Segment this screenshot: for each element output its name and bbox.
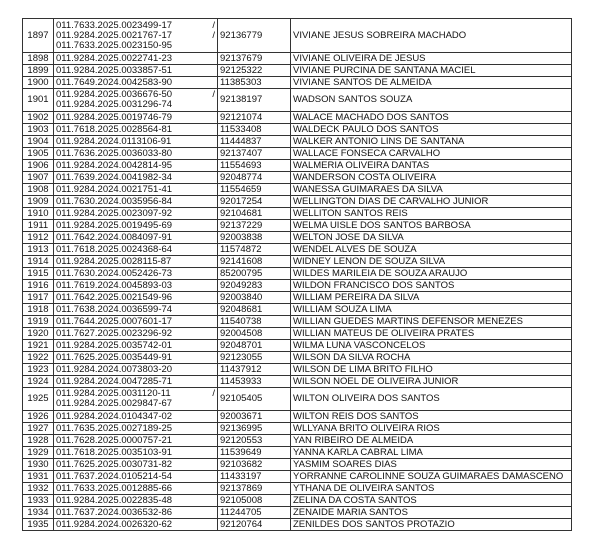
table-row	[23, 244, 572, 256]
process-number-text: 011.9284.2025.0021767-17	[56, 29, 173, 41]
table-row	[23, 459, 572, 471]
registration-id: 11574872	[218, 244, 291, 256]
registration-id: 11533408	[218, 124, 291, 136]
process-number-text: 011.9284.2025.0019495-69	[56, 219, 173, 231]
table-row	[23, 352, 572, 364]
row-number: 1929	[23, 447, 54, 459]
person-name: WELMA UISLE DOS SANTOS BARBOSA	[291, 220, 572, 232]
row-number: 1932	[23, 483, 54, 495]
row-number: 1926	[23, 411, 54, 423]
person-name: YASMIM SOARES DIAS	[291, 459, 572, 471]
row-number: 1935	[23, 519, 54, 531]
process-cell	[54, 352, 218, 364]
process-cell	[54, 495, 218, 507]
table-row	[23, 519, 572, 531]
registration-id: 11437912	[218, 364, 291, 376]
table-row	[23, 112, 572, 124]
row-number: 1921	[23, 340, 54, 352]
registration-id: 11540738	[218, 316, 291, 328]
table-row	[23, 19, 572, 53]
table-row	[23, 232, 572, 244]
process-number-text: 011.9284.2024.0026320-62	[56, 518, 173, 530]
row-number: 1930	[23, 459, 54, 471]
row-number: 1920	[23, 328, 54, 340]
registration-id: 11433197	[218, 471, 291, 483]
person-name: WANDERSON COSTA OLIVEIRA	[291, 172, 572, 184]
registration-id: 92121074	[218, 112, 291, 124]
process-number-text: 011.7619.2024.0045893-03	[56, 279, 173, 291]
table-row	[23, 388, 572, 411]
process-number-text: 011.7628.2025.0000757-21	[56, 434, 173, 446]
process-number	[56, 281, 215, 291]
process-number-text: 011.9284.2024.0104347-02	[56, 410, 173, 422]
row-number: 1928	[23, 435, 54, 447]
registration-id: 92049283	[218, 280, 291, 292]
registration-id: 92048701	[218, 340, 291, 352]
registration-id: 11453933	[218, 376, 291, 388]
process-cell	[54, 471, 218, 483]
person-name: YORRANNE CAROLINNE SOUZA GUIMARAES DAMASCENO	[291, 471, 572, 483]
table-row	[23, 65, 572, 77]
process-number	[56, 209, 215, 219]
person-name: WANESSA GUIMARAES DA SILVA	[291, 184, 572, 196]
registration-id: 92003838	[218, 232, 291, 244]
registration-id: 11385303	[218, 77, 291, 89]
row-number: 1910	[23, 208, 54, 220]
registration-id: 85200795	[218, 268, 291, 280]
row-number: 1933	[23, 495, 54, 507]
process-number-text: 011.9284.2025.0033857-51	[56, 64, 173, 76]
process-cell	[54, 340, 218, 352]
table-row	[23, 507, 572, 519]
person-name: YTHANA DE OLIVEIRA SANTOS	[291, 483, 572, 495]
process-number-text: 011.9284.2025.0022835-48	[56, 494, 173, 506]
person-name: WILDES MARILEIA DE SOUZA ARAUJO	[291, 268, 572, 280]
row-number: 1925	[23, 388, 54, 411]
process-cell	[54, 220, 218, 232]
registration-id: 92141608	[218, 256, 291, 268]
process-cell	[54, 232, 218, 244]
table-row	[23, 220, 572, 232]
person-name: WELLINGTON DIAS DE CARVALHO JUNIOR	[291, 196, 572, 208]
row-number: 1907	[23, 172, 54, 184]
table-row	[23, 53, 572, 65]
row-number: 1915	[23, 268, 54, 280]
process-number	[56, 508, 215, 518]
person-name: WLLYANA BRITO OLIVEIRA RIOS	[291, 423, 572, 435]
table-row	[23, 124, 572, 136]
process-number-text: 011.9284.2025.0019746-79	[56, 111, 173, 123]
process-number	[56, 484, 215, 494]
person-name: VIVIANE SANTOS DE ALMEIDA	[291, 77, 572, 89]
process-number-text: 011.7630.2024.0052426-73	[56, 267, 173, 279]
process-number	[56, 496, 215, 506]
process-number	[56, 100, 215, 110]
process-number	[56, 377, 215, 387]
registration-id: 92105405	[218, 388, 291, 411]
table-row	[23, 292, 572, 304]
process-number-text: 011.9284.2024.0073803-20	[56, 363, 173, 375]
row-number: 1911	[23, 220, 54, 232]
row-number: 1934	[23, 507, 54, 519]
row-number: 1904	[23, 136, 54, 148]
process-number	[56, 233, 215, 243]
process-cell	[54, 77, 218, 89]
process-number	[56, 293, 215, 303]
table-row	[23, 411, 572, 423]
table-row	[23, 316, 572, 328]
process-number	[56, 161, 215, 171]
registration-id: 92137679	[218, 53, 291, 65]
registration-id: 92103682	[218, 459, 291, 471]
process-cell	[54, 328, 218, 340]
process-cell	[54, 423, 218, 435]
process-number-text: 011.7618.2025.0028564-81	[56, 123, 173, 135]
process-number	[56, 424, 215, 434]
process-number	[56, 78, 215, 88]
process-number-text: 011.9284.2025.0035742-01	[56, 339, 173, 351]
process-separator: /	[212, 89, 215, 100]
process-number	[56, 329, 215, 339]
person-name: VIVIANE PURCINA DE SANTANA MACIEL	[291, 65, 572, 77]
process-cell	[54, 292, 218, 304]
process-number-text: 011.9284.2024.0113106-91	[56, 135, 172, 147]
process-cell	[54, 507, 218, 519]
registration-id: 92137407	[218, 148, 291, 160]
table-row	[23, 89, 572, 112]
row-number: 1927	[23, 423, 54, 435]
process-number-text: 011.7636.2025.0036033-80	[56, 147, 173, 159]
person-name: VIVIANE JESUS SOBREIRA MACHADO	[291, 19, 572, 53]
row-number: 1900	[23, 77, 54, 89]
table-row	[23, 435, 572, 447]
process-number-text: 011.7638.2024.0036599-74	[56, 303, 173, 315]
table-row	[23, 160, 572, 172]
registration-id: 92123055	[218, 352, 291, 364]
row-number: 1919	[23, 316, 54, 328]
process-cell	[54, 483, 218, 495]
process-number	[56, 221, 215, 231]
row-number: 1903	[23, 124, 54, 136]
registration-id: 92104681	[218, 208, 291, 220]
process-number	[56, 412, 215, 422]
table-row	[23, 208, 572, 220]
registration-id: 92137229	[218, 220, 291, 232]
row-number: 1913	[23, 244, 54, 256]
process-cell	[54, 447, 218, 459]
person-name: WIDNEY LENON DE SOUZA SILVA	[291, 256, 572, 268]
registration-id: 92048681	[218, 304, 291, 316]
process-number-text: 011.7625.2025.0035449-91	[56, 351, 173, 363]
process-cell	[54, 280, 218, 292]
row-number: 1923	[23, 364, 54, 376]
person-name: VIVIANE OLIVEIRA DE JESUS	[291, 53, 572, 65]
process-number-text: 011.7633.2025.0023499-17	[56, 19, 173, 31]
registration-id: 92003840	[218, 292, 291, 304]
records-table-body	[23, 19, 572, 531]
registration-id: 11554693	[218, 160, 291, 172]
registration-id: 92136995	[218, 423, 291, 435]
process-number-text: 011.7642.2024.0084097-91	[56, 231, 173, 243]
process-number	[56, 137, 215, 147]
row-number: 1924	[23, 376, 54, 388]
table-row	[23, 447, 572, 459]
process-number-text: 011.7630.2024.0035956-84	[56, 195, 173, 207]
process-cell	[54, 136, 218, 148]
process-cell	[54, 124, 218, 136]
process-number	[56, 436, 215, 446]
process-number-text: 011.9284.2025.0028115-87	[56, 255, 172, 267]
row-number: 1902	[23, 112, 54, 124]
process-number-text: 011.7649.2024.0042583-90	[56, 76, 173, 88]
process-number	[56, 41, 215, 51]
person-name: WILSON DA SILVA ROCHA	[291, 352, 572, 364]
registration-id: 92125322	[218, 65, 291, 77]
table-row	[23, 172, 572, 184]
person-name: WALMERIA OLIVEIRA DANTAS	[291, 160, 572, 172]
process-number-text: 011.9284.2025.0029847-67	[56, 398, 173, 409]
row-number: 1905	[23, 148, 54, 160]
person-name: WELTON JOSE DA SILVA	[291, 232, 572, 244]
process-number-text: 011.9284.2025.0031296-74	[56, 99, 173, 110]
process-separator: /	[212, 29, 215, 41]
process-cell	[54, 316, 218, 328]
person-name: WADSON SANTOS SOUZA	[291, 89, 572, 112]
process-number-text: 011.9284.2025.0031120-11	[56, 388, 171, 399]
row-number: 1931	[23, 471, 54, 483]
row-number: 1916	[23, 280, 54, 292]
person-name: WALKER ANTONIO LINS DE SANTANA	[291, 136, 572, 148]
person-name: WILDON FRANCISCO DOS SANTOS	[291, 280, 572, 292]
row-number: 1906	[23, 160, 54, 172]
process-number	[56, 125, 215, 135]
person-name: ZELINA DA COSTA SANTOS	[291, 495, 572, 507]
row-number: 1899	[23, 65, 54, 77]
process-cell	[54, 244, 218, 256]
process-cell	[54, 268, 218, 280]
person-name: WILLIAN GUEDES MARTINS DEFENSOR MENEZES	[291, 316, 572, 328]
table-row	[23, 471, 572, 483]
person-name: WELLITON SANTOS REIS	[291, 208, 572, 220]
row-number: 1912	[23, 232, 54, 244]
person-name: WILMA LUNA VASCONCELOS	[291, 340, 572, 352]
table-row	[23, 280, 572, 292]
process-number-text: 011.7639.2024.0041982-34	[56, 171, 173, 183]
process-number-text: 011.9284.2024.0021751-41	[56, 183, 173, 195]
person-name: WALLACE FONSECA CARVALHO	[291, 148, 572, 160]
process-number-text: 011.9284.2025.0022741-23	[56, 52, 173, 64]
person-name: WILLIAM SOUZA LIMA	[291, 304, 572, 316]
process-number	[56, 113, 215, 123]
process-cell	[54, 435, 218, 447]
row-number: 1917	[23, 292, 54, 304]
row-number: 1914	[23, 256, 54, 268]
process-number	[56, 185, 215, 195]
process-number-text: 011.7635.2025.0027189-25	[56, 422, 173, 434]
process-number	[56, 520, 215, 530]
person-name: YANNA KARLA CABRAL LIMA	[291, 447, 572, 459]
person-name: YAN RIBEIRO DE ALMEIDA	[291, 435, 572, 447]
process-cell	[54, 53, 218, 65]
process-separator: /	[212, 19, 215, 31]
row-number: 1898	[23, 53, 54, 65]
table-row	[23, 77, 572, 89]
process-cell	[54, 519, 218, 531]
table-row	[23, 136, 572, 148]
table-row	[23, 376, 572, 388]
process-number-text: 011.7633.2025.0023150-95	[56, 39, 173, 51]
process-cell	[54, 376, 218, 388]
table-row	[23, 483, 572, 495]
process-cell	[54, 388, 218, 411]
registration-id: 92048774	[218, 172, 291, 184]
process-cell	[54, 160, 218, 172]
registration-id: 11539649	[218, 447, 291, 459]
table-row	[23, 184, 572, 196]
process-number-text: 011.9284.2024.0042814-95	[56, 159, 173, 171]
table-row	[23, 256, 572, 268]
process-cell	[54, 411, 218, 423]
registration-id: 92003671	[218, 411, 291, 423]
process-number	[56, 460, 215, 470]
person-name: ZENILDES DOS SANTOS PROTAZIO	[291, 519, 572, 531]
row-number: 1918	[23, 304, 54, 316]
process-number-text: 011.7642.2025.0021549-96	[56, 291, 173, 303]
process-number	[56, 149, 215, 159]
person-name: WALDECK PAULO DOS SANTOS	[291, 124, 572, 136]
table-row	[23, 340, 572, 352]
process-cell	[54, 89, 218, 112]
table-row	[23, 268, 572, 280]
registration-id: 92120553	[218, 435, 291, 447]
process-number	[56, 341, 215, 351]
process-cell	[54, 256, 218, 268]
process-number-text: 011.7618.2025.0035103-91	[56, 446, 173, 458]
process-cell	[54, 172, 218, 184]
process-number	[56, 365, 215, 375]
process-number-text: 011.9284.2025.0023097-92	[56, 207, 173, 219]
process-number	[56, 353, 215, 363]
registration-id: 92120764	[218, 519, 291, 531]
process-number-text: 011.9284.2024.0047285-71	[56, 375, 173, 387]
process-number	[56, 197, 215, 207]
process-number-text: 011.7644.2025.0007601-17	[56, 315, 173, 327]
process-cell	[54, 459, 218, 471]
process-cell	[54, 184, 218, 196]
registration-id: 92017254	[218, 196, 291, 208]
process-number-text: 011.7627.2025.0023296-92	[56, 327, 173, 339]
process-number	[56, 472, 215, 482]
registration-id: 92137869	[218, 483, 291, 495]
person-name: WILTON OLIVEIRA DOS SANTOS	[291, 388, 572, 411]
registration-id: 92138197	[218, 89, 291, 112]
process-cell	[54, 65, 218, 77]
row-number: 1901	[23, 89, 54, 112]
process-cell	[54, 304, 218, 316]
process-number-text: 011.9284.2025.0036676-50	[56, 89, 173, 100]
table-row	[23, 495, 572, 507]
process-cell	[54, 208, 218, 220]
person-name: WENDEL ALVES DE SOUZA	[291, 244, 572, 256]
process-number-text: 011.7633.2025.0012885-66	[56, 482, 173, 494]
process-number	[56, 245, 215, 255]
process-number-text: 011.7637.2024.0036532-86	[56, 506, 173, 518]
process-cell	[54, 19, 218, 53]
process-number	[56, 54, 215, 64]
process-number	[56, 305, 215, 315]
table-row	[23, 328, 572, 340]
person-name: WILTON REIS DOS SANTOS	[291, 411, 572, 423]
process-number	[56, 269, 215, 279]
table-row	[23, 423, 572, 435]
person-name: WALACE MACHADO DOS SANTOS	[291, 112, 572, 124]
registration-id: 92136779	[218, 19, 291, 53]
process-number-text: 011.7637.2024.0105214-54	[56, 470, 173, 482]
process-cell	[54, 196, 218, 208]
row-number: 1897	[23, 19, 54, 53]
registration-id: 92105008	[218, 495, 291, 507]
registration-id: 11444837	[218, 136, 291, 148]
process-number	[56, 399, 215, 409]
table-row	[23, 364, 572, 376]
registration-id: 92004508	[218, 328, 291, 340]
table-row	[23, 304, 572, 316]
process-cell	[54, 148, 218, 160]
process-number	[56, 257, 215, 267]
records-table	[22, 18, 572, 531]
table-row	[23, 148, 572, 160]
registration-id: 11554659	[218, 184, 291, 196]
person-name: WILSON DE LIMA BRITO FILHO	[291, 364, 572, 376]
registration-id: 11244705	[218, 507, 291, 519]
person-name: WILLIAN MATEUS DE OLIVEIRA PRATES	[291, 328, 572, 340]
process-number	[56, 448, 215, 458]
person-name: WILLIAM PEREIRA DA SILVA	[291, 292, 572, 304]
row-number: 1922	[23, 352, 54, 364]
person-name: WILSON NOEL DE OLIVEIRA JUNIOR	[291, 376, 572, 388]
process-number	[56, 173, 215, 183]
process-number	[56, 66, 215, 76]
row-number: 1908	[23, 184, 54, 196]
process-number-text: 011.7625.2025.0030731-82	[56, 458, 173, 470]
table-row	[23, 196, 572, 208]
process-cell	[54, 112, 218, 124]
process-cell	[54, 364, 218, 376]
person-name: ZENAIDE MARIA SANTOS	[291, 507, 572, 519]
process-number	[56, 317, 215, 327]
process-number-text: 011.7618.2025.0024368-64	[56, 243, 173, 255]
process-separator: /	[212, 388, 215, 399]
row-number: 1909	[23, 196, 54, 208]
